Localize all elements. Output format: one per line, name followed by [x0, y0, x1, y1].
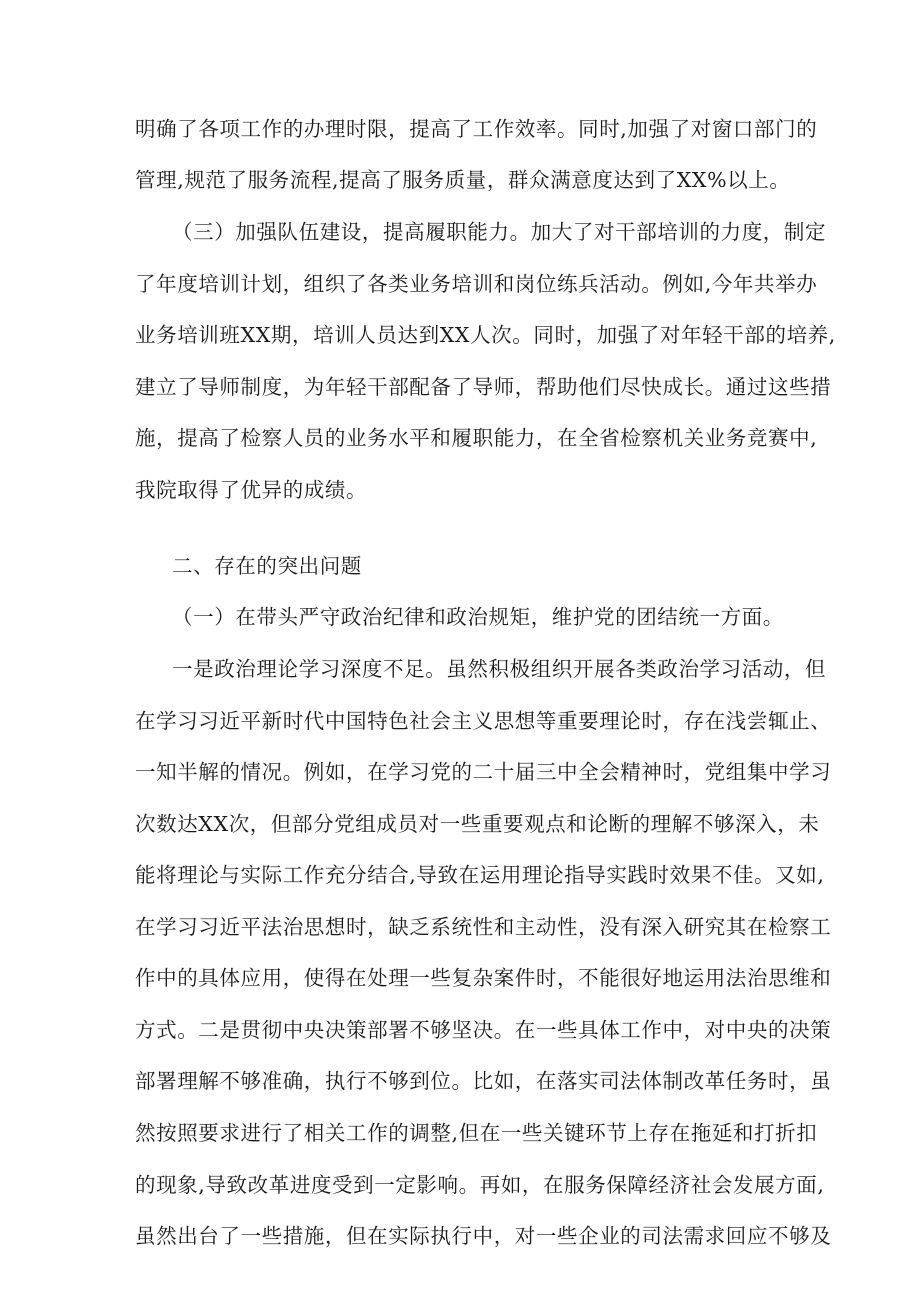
subsection-title: （一）在带头严守政治纪律和政治规矩，维护党的团结统一方面。: [172, 605, 784, 629]
paragraph-line: 施，提高了检察人员的业务水平和履职能力，在全省检察机关业务竞赛中,: [135, 426, 818, 450]
paragraph-line: 明确了各项工作的办理时限，提高了工作效率。同时,加强了对窗口部门的: [135, 117, 818, 141]
paragraph-line: 方式。二是贯彻中央决策部署不够坚决。在一些具体工作中，对中央的决策: [135, 1018, 832, 1042]
paragraph-line: 在学习习近平法治思想时，缺乏系统性和主动性，没有深入研究其在检察工: [135, 915, 832, 939]
paragraph-line: 管理,规范了服务流程,提高了服务质量，群众满意度达到了XX%以上。: [135, 168, 791, 192]
paragraph-line: 的现象,导致改革进度受到一定影响。再如，在服务保障经济社会发展方面,: [135, 1173, 825, 1197]
paragraph-line: 在学习习近平新时代中国特色社会主义思想等重要理论时，存在浅尝辄止、: [135, 709, 832, 733]
paragraph-line: 虽然出台了一些措施，但在实际执行中，对一些企业的司法需求回应不够及: [135, 1224, 832, 1248]
paragraph-line: 然按照要求进行了相关工作的调整,但在一些关键环节上存在拖延和打折扣: [135, 1121, 818, 1145]
paragraph-line: 能将理论与实际工作充分结合,导致在运用理论指导实践时效果不佳。又如,: [135, 863, 825, 887]
paragraph-line: 一知半解的情况。例如，在学习党的二十届三中全会精神时，党组集中学习: [135, 760, 832, 784]
paragraph-line: 次数达XX次，但部分党组成员对一些重要观点和论断的理解不够深入，未: [135, 812, 820, 836]
paragraph-line: 一是政治理论学习深度不足。虽然积极组织开展各类政治学习活动，但: [172, 657, 827, 681]
paragraph-line: 部署理解不够准确，执行不够到位。比如，在落实司法体制改革任务时，虽: [135, 1069, 832, 1093]
paragraph-line: 了年度培训计划，组织了各类业务培训和岗位练兵活动。例如,今年共举办: [135, 272, 818, 296]
paragraph-line: 我院取得了优异的成绩。: [135, 478, 368, 502]
paragraph-line: 作中的具体应用，使得在处理一些复杂案件时，不能很好地运用法治思维和: [135, 966, 832, 990]
section-heading-line: （三）加强队伍建设，提高履职能力。加大了对干部培训的力度，制定: [172, 220, 827, 244]
section-title: 二、存在的突出问题: [172, 554, 362, 578]
paragraph-line: 建立了导师制度，为年轻干部配备了导师，帮助他们尽快成长。通过这些措: [135, 375, 832, 399]
paragraph-line: 业务培训班XX期，培训人员达到XX人次。同时，加强了对年轻干部的培养,: [135, 323, 836, 347]
